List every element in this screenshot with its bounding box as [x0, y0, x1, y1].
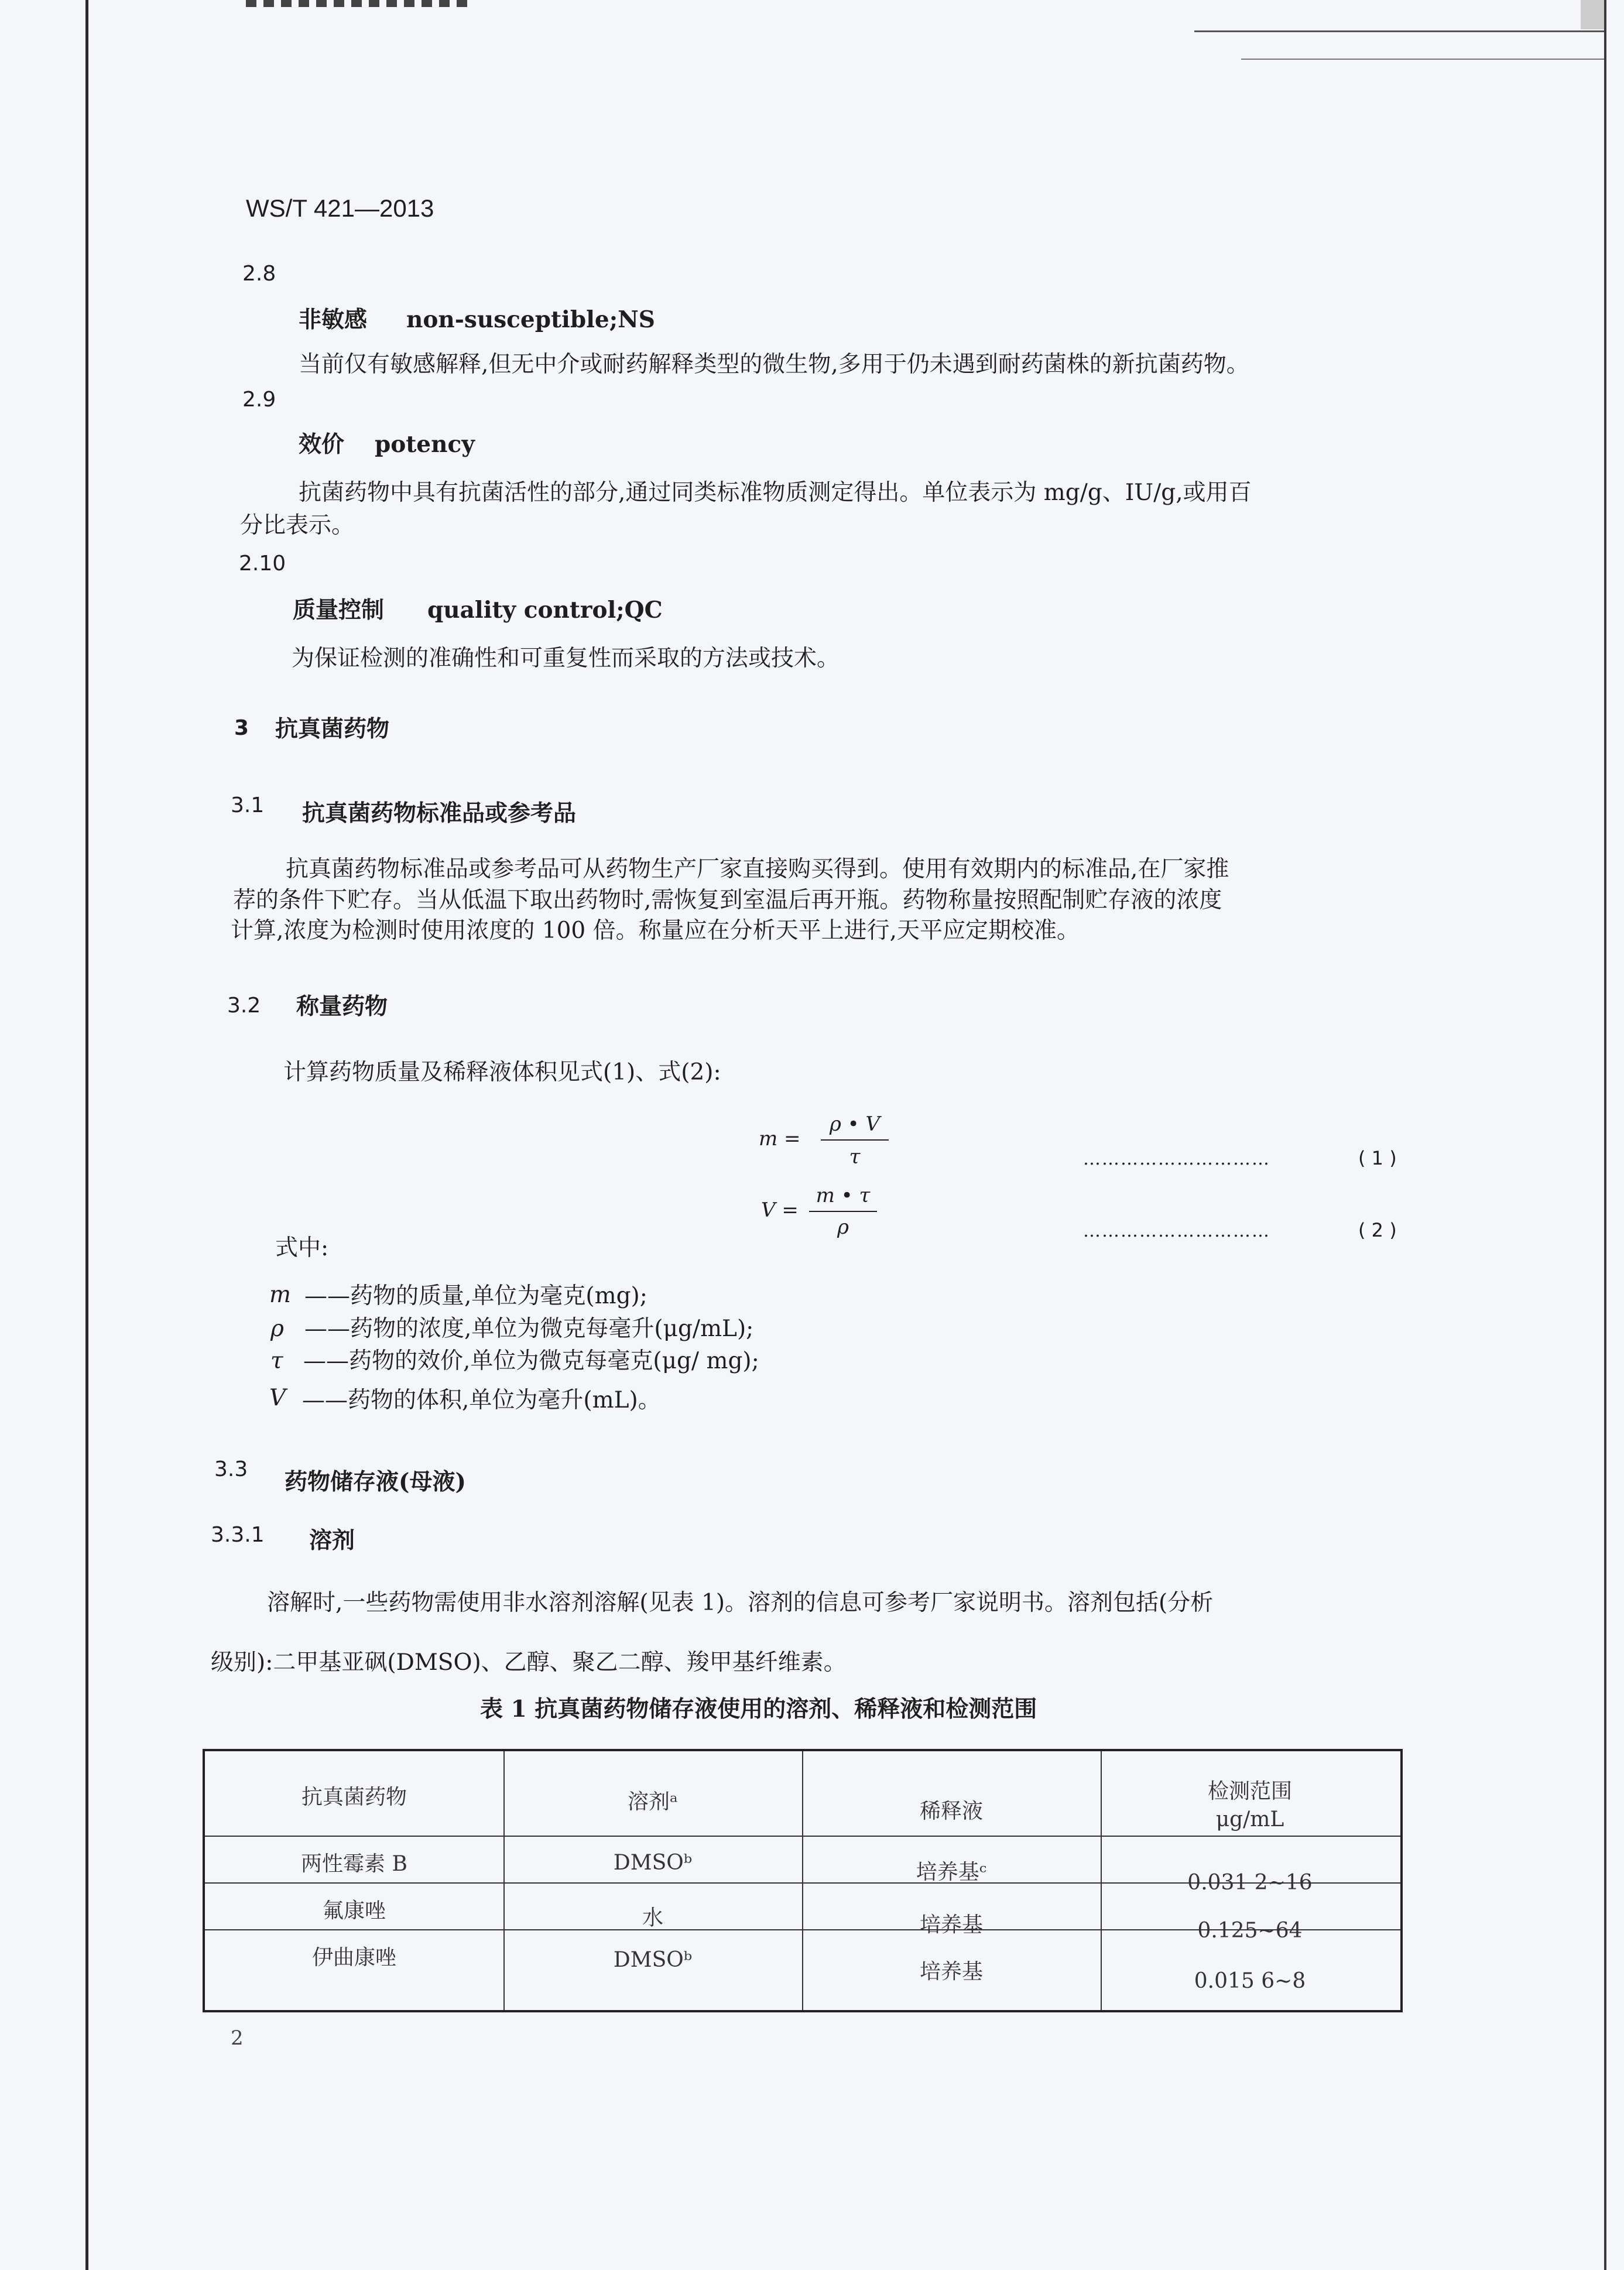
- section-2-10-definition: 为保证检测的准确性和可重复性而采取的方法或技术。: [292, 645, 840, 672]
- section-3-3-1-line2: 级别):二甲基亚砜(DMSO)、乙醇、聚乙二醇、羧甲基纤维素。: [211, 1649, 847, 1676]
- formula-2-label: ( 2 ): [1358, 1219, 1397, 1241]
- section-2-9-definition-line2: 分比表示。: [240, 512, 355, 539]
- table-cell-diluent: 培养基: [919, 1960, 983, 1984]
- section-3-2-title: 称量药物: [296, 993, 388, 1020]
- scan-corner: [1581, 0, 1604, 29]
- var-tau-desc: ——药物的效价,单位为微克每毫克(μg/ mg);: [303, 1348, 759, 1374]
- formula-2-leader: …………………………: [1083, 1221, 1270, 1241]
- table-1-caption: 表 1 抗真菌药物储存液使用的溶剂、稀释液和检测范围: [480, 1696, 1037, 1723]
- section-2-9-number: 2.9: [242, 388, 276, 412]
- formula-1-lhs: m =: [759, 1127, 801, 1151]
- table-header-range: 检测范围: [1207, 1779, 1292, 1803]
- section-3-1-title: 抗真菌药物标准品或参考品: [302, 800, 577, 827]
- table-cell-drug: 伊曲康唑: [311, 1946, 396, 1970]
- section-3-3-number: 3.3: [214, 1457, 248, 1481]
- scan-edge-left: [85, 0, 88, 2270]
- section-2-8-term-en: non-susceptible;NS: [406, 306, 655, 333]
- section-3-number: 3: [234, 716, 249, 740]
- formula-2-denominator: ρ: [837, 1216, 849, 1239]
- table-header-unit: μg/mL: [1215, 1807, 1284, 1831]
- section-3-3-1-line1: 溶解时,一些药物需使用非水溶剂溶解(见表 1)。溶剂的信息可参考厂家说明书。溶剂包括(分析: [267, 1590, 1214, 1616]
- table-row-divider: [205, 1836, 1400, 1837]
- section-2-9-term-cn: 效价: [299, 431, 345, 458]
- table-cell-range: 0.015 6~8: [1194, 1969, 1306, 1993]
- var-m-symbol: m: [269, 1282, 291, 1308]
- table-header-drug: 抗真菌药物: [301, 1785, 407, 1809]
- table-cell-range: 0.125~64: [1197, 1919, 1303, 1943]
- scan-marks-top: [246, 0, 474, 7]
- section-2-9-term-en: potency: [375, 431, 475, 458]
- table-cell-drug: 两性霉素 B: [301, 1852, 407, 1876]
- var-m-desc: ——药物的质量,单位为毫克(mg);: [304, 1283, 647, 1309]
- scan-line-top: [1194, 30, 1604, 32]
- section-3-1-line3: 计算,浓度为检测时使用浓度的 100 倍。称量应在分析天平上进行,天平应定期校准。: [231, 917, 1080, 944]
- standard-code: WS/T 421—2013: [246, 194, 434, 222]
- table-1: [203, 1749, 1403, 2012]
- formula-1-leader: …………………………: [1083, 1149, 1270, 1169]
- section-2-10-term-cn: 质量控制: [293, 597, 385, 624]
- page-number: 2: [231, 2026, 244, 2050]
- section-2-10-number: 2.10: [239, 552, 286, 576]
- formula-2-fraction-bar: [809, 1211, 877, 1212]
- scan-edge-right: [1604, 0, 1606, 2270]
- var-rho-desc: ——药物的浓度,单位为微克每毫升(μg/mL);: [304, 1316, 754, 1342]
- table-cell-solvent: 水: [642, 1906, 663, 1930]
- section-3-3-1-title: 溶剂: [309, 1527, 355, 1554]
- formula-1-denominator: τ: [849, 1145, 861, 1169]
- where-label: 式中:: [275, 1235, 329, 1261]
- formula-1-numerator: ρ • V: [829, 1112, 880, 1136]
- section-3-1-line1: 抗真菌药物标准品或参考品可从药物生产厂家直接购买得到。使用有效期内的标准品,在厂家推: [286, 856, 1229, 882]
- table-cell-solvent: DMSOᵇ: [613, 1948, 693, 1972]
- table-cell-drug: 氟康唑: [322, 1899, 386, 1923]
- formula-2-lhs: V =: [761, 1199, 799, 1222]
- var-v-desc: ——药物的体积,单位为毫升(mL)。: [302, 1387, 661, 1413]
- table-header-solvent: 溶剂ᵃ: [628, 1790, 678, 1814]
- section-2-8-number: 2.8: [242, 262, 276, 286]
- section-3-3-title: 药物储存液(母液): [285, 1468, 466, 1495]
- section-3-3-1-number: 3.3.1: [211, 1523, 265, 1547]
- formula-2-numerator: m • τ: [816, 1184, 871, 1207]
- table-header-diluent: 稀释液: [919, 1799, 983, 1823]
- section-3-2-number: 3.2: [227, 994, 261, 1018]
- formula-1-fraction-bar: [821, 1139, 889, 1141]
- section-2-8-definition: 当前仅有敏感解释,但无中介或耐药解释类型的微生物,多用于仍未遇到耐药菌株的新抗菌药物。: [299, 351, 1249, 378]
- formula-1-label: ( 1 ): [1358, 1147, 1397, 1169]
- section-3-title: 抗真菌药物: [275, 715, 390, 742]
- section-2-9-definition-line1: 抗菌药物中具有抗菌活性的部分,通过同类标准物质测定得出。单位表示为 mg/g、IU/g,或用百: [299, 480, 1252, 506]
- section-3-1-line2: 荐的条件下贮存。当从低温下取出药物时,需恢复到室温后再开瓶。药物称量按照配制贮存液的浓度: [233, 887, 1222, 913]
- var-v-symbol: V: [269, 1385, 286, 1411]
- section-2-8-term-cn: 非敏感: [299, 306, 368, 333]
- table-cell-solvent: DMSOᵇ: [613, 1851, 693, 1875]
- var-rho-symbol: ρ: [270, 1316, 284, 1342]
- section-3-1-number: 3.1: [231, 793, 265, 817]
- table-cell-diluent: 培养基ᶜ: [916, 1860, 987, 1884]
- scan-line-top-2: [1241, 59, 1604, 60]
- section-3-2-intro: 计算药物质量及稀释液体积见式(1)、式(2):: [283, 1059, 721, 1086]
- table-cell-range: 0.031 2~16: [1187, 1871, 1313, 1895]
- section-2-10-term-en: quality control;QC: [427, 597, 663, 624]
- table-cell-diluent: 培养基: [919, 1913, 983, 1937]
- var-tau-symbol: τ: [270, 1348, 283, 1374]
